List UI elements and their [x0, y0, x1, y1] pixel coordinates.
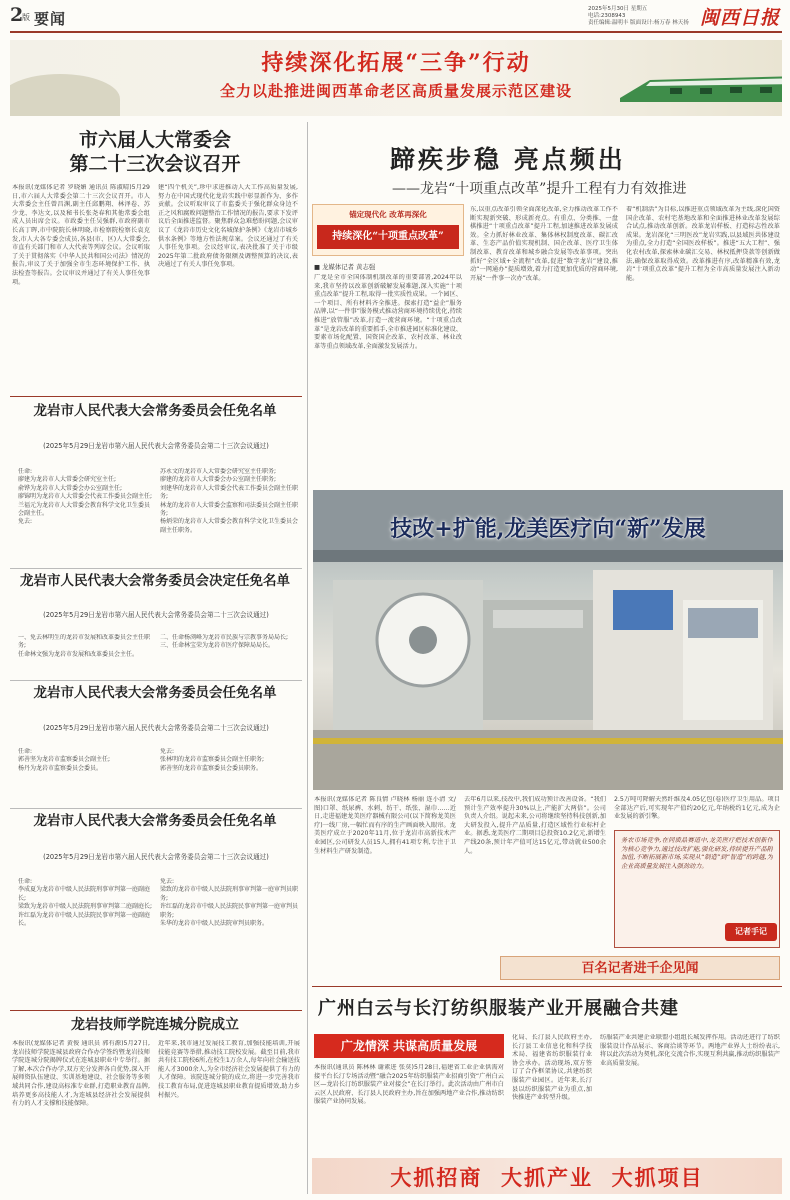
college-headline: 龙岩技师学院连城分院成立 — [71, 1017, 239, 1033]
roster4-right: 免去: 梁致的龙岩市中级人民法院刑事审判第一庭审判员职务; 许红磊的龙岩市中级人民法院民事审判第一庭审判员职务; 朱华的龙岩市中级人民法院审判员职务。 — [160, 878, 299, 928]
divider — [10, 680, 302, 681]
guangzhou-col2: 化局、长汀县人民政府主办,长汀县工业信息化和科学技术局、福建省纺织服装行业协会承办。活动现场,双方签订了合作框架协议,共建纺织服装产业园区。近年来,长汀县以纺织服装产业为重点,加快推进产业转型升级。 — [512, 1034, 592, 1102]
roster1-sub: (2025年5月29日龙岩市第六届人民代表大会常务委员会第二十三次会议通过) — [43, 442, 269, 450]
banner-subtitle: 全力以赴推进闽西革命老区高质量发展示范区建设 — [219, 82, 572, 100]
footer-banner-text: 大抓招商 大抓产业 大抓项目 — [390, 1165, 704, 1190]
roster2-headline: 龙岩市人民代表大会常务委员会决定任免名单 — [20, 573, 290, 589]
roster4-sub: (2025年5月29日龙岩市第六届人民代表大会常务委员会第二十三次会议通过) — [43, 853, 269, 861]
meeting-body-left: 本报讯(龙媒体记者 罗晓媚 通讯员 陈淑晴)5月29日,市六届人大常委会第二十三次会议召开。市人大常委会主任曾昌渊,副主任邱鹏翔、林泽卷、苏少龙、李达文,以及秘书长张尧春和其他常委会组成人员出席会议。市政委主任吴强群,市政府副市长高丁晖,市中院院长林明晓,市检察院检察长袁克发,市人大各专委会成员,各县(市、区)人大常委会,市直有关部门和市人大代表等列席会议。会议听取了关于贯彻落实《中华人民共和国公司法》情况的报告,审议了关于加强全市生态环境保护工作、执法检查等报告。会议审议并通过了有关人事任免事项。 — [12, 184, 150, 286]
roster4-left: 任命: 李成夏为龙岩市中级人民法院刑事审判第一庭副庭长; 梁致为龙岩市中级人民法院刑事审判第二庭副庭长; 许红磊为龙岩市中级人民法院民事审判第一庭副庭长。 — [18, 878, 153, 928]
masthead-info — [588, 6, 698, 27]
header-rule — [10, 31, 782, 33]
meeting-headline-line2: 第二十三次会议召开 — [69, 153, 241, 175]
meeting-body-right: 建“四个机关”,珍中求进推动人大工作高质量发展,努力在中国式现代化龙岩实践中彰显新作为、多作贡献。会议听取审议了市监委关于强化群众身边不正之风和腐败问题整治工作情况的报告,要求下发评议后全面推进监督。聚焦群众急难愁盼问题,会议审议了《龙岩市历史文化名城保护条例》《龙岩市城乡供水条例》等地方性法规草案。会议还通过了有关人事任免事项。会议经审议,表决批准了关于市级2025年第二批政府债务限额及调整预算的决议,表决通过了有关人事任免事项。 — [158, 184, 298, 269]
college-body-right: 近年来,我市通过发展技工教育,加强技能培训,开展技能竞赛等举措,推动技工院校发展。截至目前,我市共有技工院校6所,在校生1万余人,每年向社会输送技能人才3000余人,为全市经济社会发展提供了有力的人才保障。该院连城分院的成立,将进一步完善我市技工教育布局,促进连城县职业教育提质增效,助力乡村振兴。 — [158, 1040, 300, 1099]
top-banner — [10, 40, 782, 116]
reform-tag-line2: 持续深化“十项重点改革” — [317, 225, 459, 249]
reform-tag-box — [312, 204, 464, 256]
feature-headline: 蹄疾步稳 亮点频出 — [390, 145, 626, 174]
roster1-right: 苏永文的龙岩市人大常委会研究室主任职务; 廖建的龙岩市人大常委会办公室副主任职务; 刘建华的龙岩市人大常委会代表工作委员会副主任职务; 林龙的龙岩市人大常委会监察和司法委员会副主任职务; 杨炳荣的龙岩市人大常委会教育科学文化卫生委员会副主任职务。 — [160, 468, 299, 534]
section-divider — [10, 396, 302, 397]
meeting-headline — [10, 128, 300, 176]
guangzhou-headline: 广州白云与长汀纺织服装产业开展融合共建 — [318, 998, 679, 1019]
photo-title: 技改+扩能,龙美医疗向“新”发展 — [390, 516, 706, 542]
feature-byline: ■ 龙媒体记者 黄志强 — [314, 263, 376, 271]
section-divider — [10, 1010, 302, 1011]
feature-col1: 广龙是全市全国体制机制改革的重要部署,2024年以来,我市坚持以改革创新破解发展难题,深入实施“十项重点改革”提升工程,取得一批实质性成果。一个园区、一个项目、所有材料齐全推进。探索打造“益企”服务品牌,以“一件事”服务模式推动营商环境持续优化,持续推进“放管服”改革,打造一流营商环境。“十项重点改革”是龙岩改革的重要抓手,全市推进园区标准化建设、要素市场化配置、国资国企改革、农村改革、林业改革等重点领域改革,全面激发发展活力。 — [314, 274, 462, 350]
footer-banner — [312, 1158, 782, 1194]
medical-body-2: 去年6月以来,技改中,我们成功预计改善设备。“我们预计生产效率提升30%以上,产能扩大两倍”。公司负责人介绍。说起未来,公司将继续坚持科技创新,加大研发投入,提升产品质量,打造区域性行业标杆企业。据悉,龙美医疗二期项目总投资10.2亿元,新增生产线20条,预计年产值可达15亿元,带动就业500余人。 — [464, 796, 606, 855]
column-separator — [307, 122, 308, 1194]
reporter-note-text: 务农市场竞争,在同质品赛道中,龙美医疗把技术创新作为核心竞争力,通过技改扩能,强化研发,持续提升产品附加值,不断拓展新市场,实现从“制造”到“智造”的跨越,为企业高质量发展注入强劲动力。 — [621, 837, 773, 870]
factory-photo — [313, 490, 783, 790]
guangzhou-col3: 纺服装产业共建企业联盟小组组长城发挥作用。活动还进行了纺织服装设计作品展示、客商洽谈等环节。两地产业界人士纷纷表示,将以此次活动为契机,深化交流合作,实现互利共赢,推动纺织服装产业高质量发展。 — [600, 1034, 780, 1067]
feature-subheadline: ——龙岩“十项重点改革”提升工程有力有效推进 — [392, 181, 687, 197]
roster2-left: 一、免去林明生的龙岩市发展和改革委员会主任职务; 任命林文强为龙岩市发展和改革委员会主任。 — [18, 634, 151, 658]
reporter-note-box — [614, 830, 780, 948]
medical-body-1: 本报讯(龙媒体记者 陈良情 卢晓林 杨丽 连小清 文/图)口罩、纸尿裤、水刺、纺干、纸张、湿巾……近日,走进福建龙美医疗器械有限公司(以下简称龙美医疗)一线厂房,一幅忙而有序的生产画面映入眼帘。龙美医疗成立于2020年11月,位于龙岩市高新技术产业园区,公司研发人员15人,拥有41项专利,专注于卫生材料生产研发制造。 — [314, 796, 456, 855]
roster3-sub: (2025年5月29日龙岩市第六届人民代表大会常务委员会第二十三次会议通过) — [43, 724, 269, 732]
college-body-left: 本报讯(龙媒体记者 黄俊 通讯员 郭有源)5月27日,龙岩技师学院连城县政府合作办学签约暨龙岩技师学院连城分院揭牌仪式在连城县职业中专举行。据了解,本次合作办学,双方充分发挥各自优势,深入开展师资队伍建设、实训基地建设、社会服务等多领域共同合作,建设高标准专业群,打造职业教育品牌,培养更多高技能人才,为连城县经济社会发展提供有力的人才支撑和技能保障。 — [12, 1040, 150, 1108]
meeting-headline-line1: 市六届人大常委会 — [78, 129, 231, 151]
reporter-note-tag: 记者手记 — [725, 923, 777, 941]
medical-body-3: 2.5万吨可降解天然纤维及4.05亿包(卷)医疗卫生用品。项目全部达产后,可实现年产值约20亿元,年纳税约1亿元,成为企业发展的新引擎。 — [614, 796, 780, 821]
banner-title: 持续深化拓展“三争”行动 — [261, 50, 531, 76]
guangzhou-col1: 本报讯(通讯员 陈林林 谢素进 张莫)5月28日,福建省工业企业供需对接平台长汀专场活动暨“融合2025年纺织服装产业招商引资“广州白云区—龙岩长汀纺织服装产业对接会”在长汀举行。此次活动由广州市白云区人民政府、长汀县人民政府主办,旨在加强两地产业合作,推动纺织服装产业协同发展。 — [314, 1064, 504, 1106]
editors-line: 责任编辑:温明丰 版面设计:杨万春 林天扬 — [588, 20, 689, 26]
section-divider — [312, 986, 782, 987]
feature-col3: 着“机制活”为目标,以推进重点领域改革为主线,深化国资国企改革、农村宅基地改革和全面推进林业改革发展综合试点,推动改革创新。改革龙岩样板、打造标志性改革成果。龙岩深化“三明医改”龙岩实践,以县域医共体建设为重点,全力打造“全国医改样板”。推进“五大工程”、强化农村改革,探索林业碳汇交易、林权抵押贷款等创新做法,确保改革取得成效。改革推进有序,改革精准有效,龙岩“十项重点改革”提升工程为全市高质量发展注入新动能。 — [626, 206, 780, 282]
roster1-headline: 龙岩市人民代表大会常务委员会任免名单 — [33, 403, 277, 419]
roster3-left: 任命: 郭善坚为龙岩市监察委员会副主任; 杨丹为龙岩市监察委员会委员。 — [18, 748, 111, 772]
feature-col2: 东,以重点改革引领全面深化改革,全力推动改革工作不断实现新突破、形成新亮点。有重点、分类推、一盘棋推进“十项重点改革”提升工程,加速推进改革发展成效。全力抓好林业改革、集体林权制度改革、碳汇改革、生态产品价值实现机制、国企改革、医疗卫生体制改革、教育改革和城乡融合发展等改革事项。突出抓好“全区域+全流程”改革,促进“数字龙岩”建设,推动“一网通办”提质增效,着力打造更加优质的营商环境,开展“一件事一次办”改革。 — [470, 206, 618, 282]
divider — [10, 568, 302, 569]
page-unit: 版 — [22, 13, 30, 22]
divider — [10, 808, 302, 809]
roster3-headline: 龙岩市人民代表大会常务委员会任免名单 — [33, 685, 277, 701]
roster1-left: 任命: 廖建为龙岩市人大常委会研究室主任; 俞铧为龙岩市人大常委会办公室副主任; 廖锦明为龙岩市人大常委会代表工作委员会副主任; 兰福元为龙岩市人大常委会教育科学文化卫生委员会副主任。 免去: — [18, 468, 153, 526]
phone-line: 电话:2308943 — [588, 13, 626, 19]
page-number: 2 — [10, 4, 24, 26]
section-title: 要闻 — [34, 10, 67, 28]
roster4-headline: 龙岩市人民代表大会常务委员会任免名单 — [33, 813, 277, 829]
reform-tag-line1: 锚定现代化 改革再深化 — [349, 210, 427, 219]
roster3-right: 免去: 张林明的龙岩市监察委员会副主任职务; 郭善坚的龙岩市监察委员会委员职务。 — [160, 748, 265, 772]
date-line: 2025年5月30日 星期五 — [588, 6, 648, 12]
column-ribbon: 百名记者进千企见闻 — [500, 956, 780, 980]
guangzhou-tag: 广龙情深 共谋高质量发展 — [314, 1034, 504, 1058]
newspaper-logo: 闽西日报 — [700, 7, 781, 29]
roster2-right: 二、任命杨浏峰为龙岩市民族与宗教事务局局长; 三、任命林宝荣为龙岩市医疗保障局局长。 — [160, 634, 289, 650]
roster2-sub: (2025年5月29日龙岩市第六届人民代表大会常务委员会第二十三次会议通过) — [43, 611, 269, 619]
